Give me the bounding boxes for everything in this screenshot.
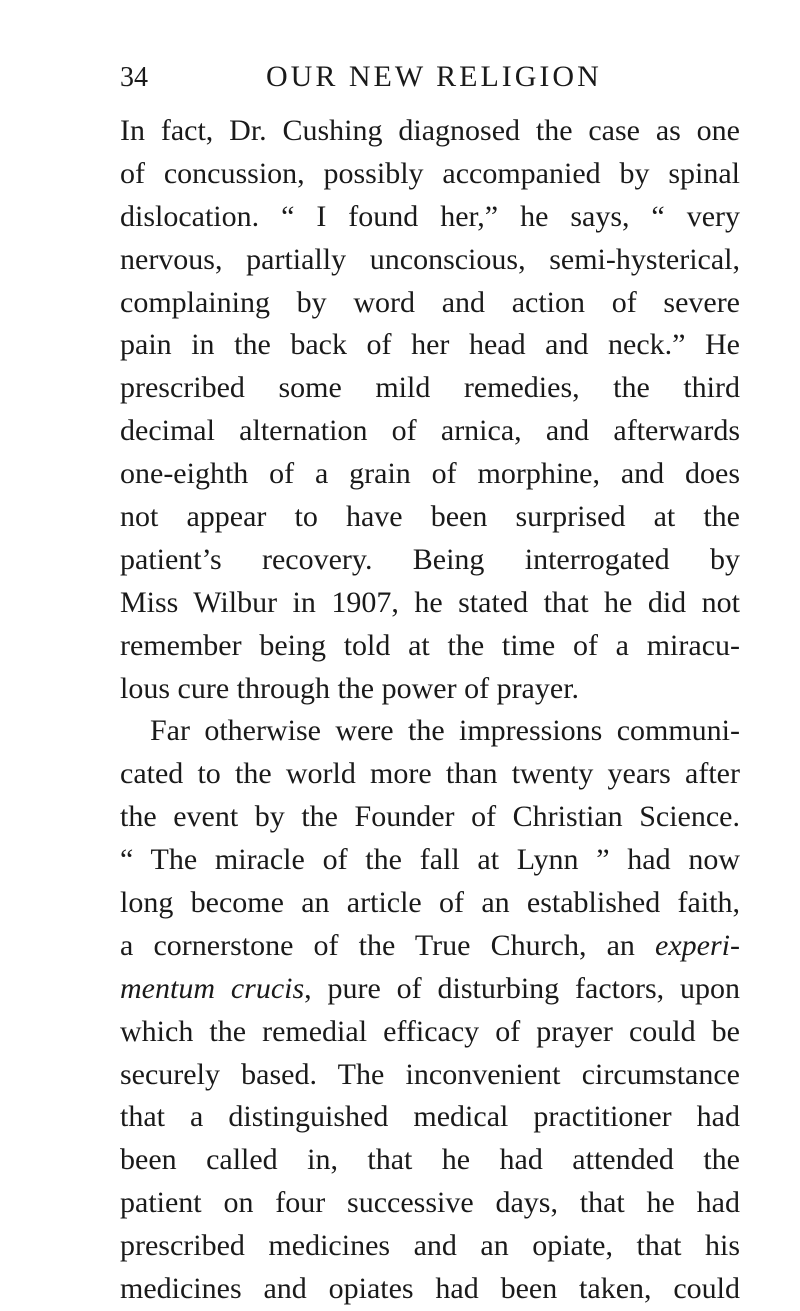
text-line: pain in the back of her head and neck.” He (120, 328, 740, 362)
body-text (120, 110, 740, 1311)
text-line: the event by the Founder of Christian Science. (120, 800, 740, 834)
italic-term: experi- (655, 928, 740, 962)
text-line: of concussion, possibly accompanied by spinal (120, 156, 740, 190)
text-line: nervous, partially unconscious, semi-hysterical, (120, 242, 740, 276)
text-line: Miss Wilbur in 1907, he stated that he did not (120, 585, 740, 619)
text-line: medicines and opiates had been taken, could (120, 1272, 740, 1306)
text-line: remember being told at the time of a miracu- (120, 628, 740, 662)
page-header (120, 60, 740, 100)
text-line: “ The miracle of the fall at Lynn ” had now (120, 843, 740, 877)
text-line: one-eighth of a grain of morphine, and does (120, 457, 740, 491)
text-line: that a distinguished medical practitioner had (120, 1100, 740, 1134)
text-segment: , pure of disturbing factors, upon (304, 971, 741, 1005)
text-line: not appear to have been surprised at the (120, 500, 740, 534)
text-line: prescribed some mild remedies, the third (120, 371, 740, 405)
text-line: complaining by word and action of severe (120, 285, 740, 319)
page-number: 34 (120, 62, 148, 93)
text-line: patient on four successive days, that he had (120, 1186, 740, 1220)
text-line: lous cure through the power of prayer. (120, 671, 580, 705)
text-line: cated to the world more than twenty years after (120, 757, 740, 791)
text-line: In fact, Dr. Cushing diagnosed the case as one (120, 114, 740, 147)
text-line: dislocation. “ I found her,” he says, “ very (120, 199, 740, 233)
text-line: which the remedial efficacy of prayer could be (120, 1014, 740, 1048)
paragraph-start-line: Far otherwise were the impressions communi- (150, 714, 740, 748)
text-line: securely based. The inconvenient circumstance (120, 1057, 740, 1091)
text-segment: a cornerstone of the True Church, an (120, 928, 656, 962)
italic-term: mentum crucis (120, 971, 305, 1005)
text-line: patient’s recovery. Being interrogated by (120, 542, 740, 576)
text-line: been called in, that he had attended the (120, 1143, 740, 1177)
text-line: prescribed medicines and an opiate, that his (120, 1229, 740, 1263)
text-line: decimal alternation of arnica, and afterwards (120, 414, 740, 448)
text-line: long become an article of an established faith, (120, 886, 740, 920)
running-head: OUR NEW RELIGION (266, 60, 602, 93)
text-line-with-italic (120, 925, 740, 968)
text-line-with-italic (120, 968, 740, 1011)
